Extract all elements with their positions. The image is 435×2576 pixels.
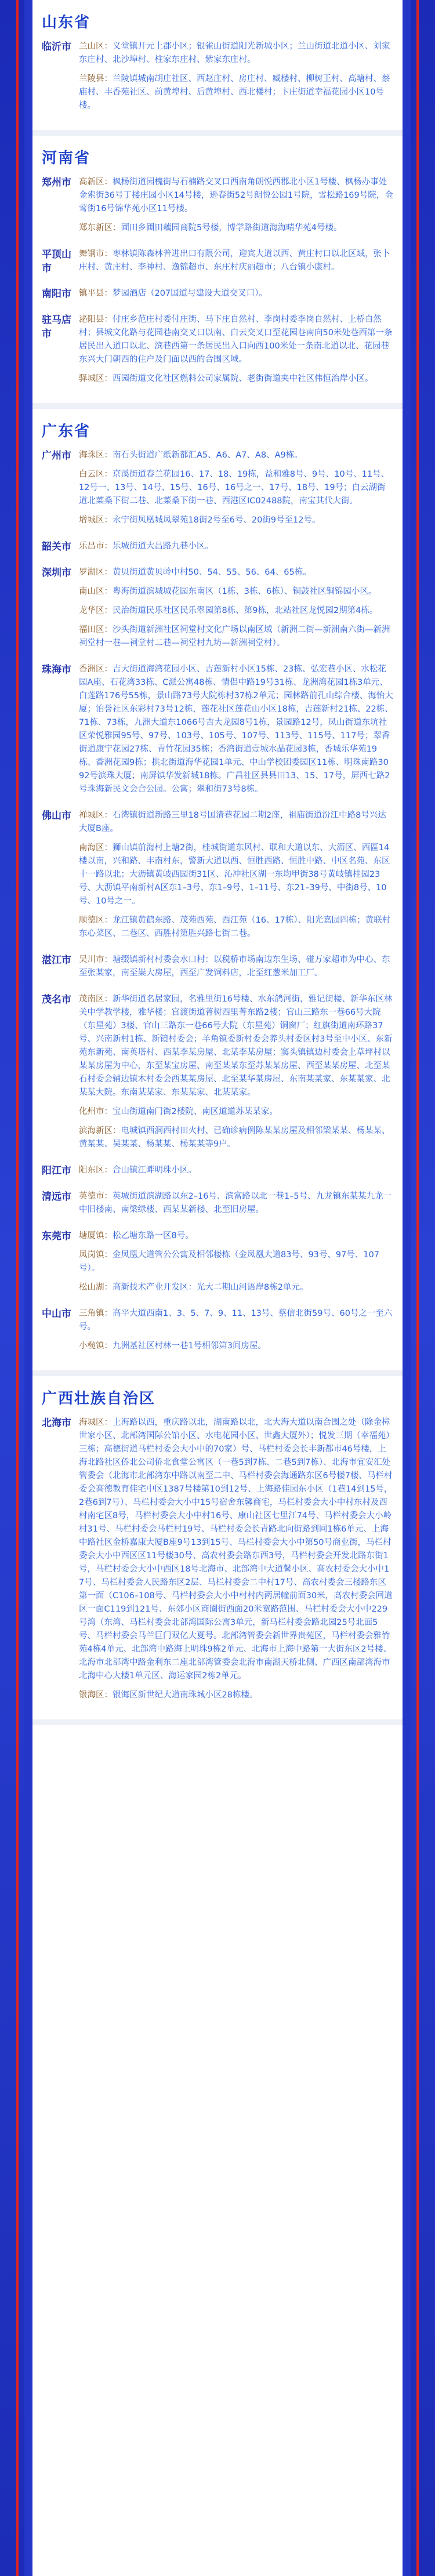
city-entries — [79, 540, 393, 559]
area-description: 九洲基社区村林一巷1号相邻第3间房屋。 — [113, 1341, 266, 1351]
district-label: 滨海新区： — [79, 1126, 121, 1135]
province-section — [32, 136, 403, 409]
city-name: 湛江市 — [42, 955, 71, 966]
area-entry — [79, 953, 393, 980]
city-entries — [79, 313, 393, 391]
city-row — [42, 663, 393, 802]
city-entries — [79, 1416, 393, 1708]
area-description: 梦园酒店（207国道与建设大道交叉口）。 — [113, 289, 267, 298]
city-row — [42, 809, 393, 946]
area-description: 金凤凰大道管公公寓及相邻楼栋（金凤凰大道83号、93号、97号、107号）。 — [79, 1250, 380, 1273]
district-label: 舞钢市： — [79, 249, 113, 259]
area-description: 新华街道名居家园，名雅里街16号楼、水东鸽河街，雅记街楼、新华东区林关中学教学楼，雅华楼；官渡街道菁树西里菁东路2楼；官山三路东一巷66号大院（东星苑）3楼、官山三路东一巷66号大院（东星苑）铜窗厂；红旗街道南环路37号、兴南新村1栋、新镜村委会；羊角镇委新村委会养头村委区村3号至中小区、东新苑东新苑、南英塔村、西某李某房屋、北某李某房屋；窦头镇镇边村委会上草坪村以某某房屋为中心，东至某宝房屋、南至某某东至苏某某房屋、西至某某房屋、北至某石村委会辅边镇木村委会西某某房屋、北至某华某房屋、东南某某家、东某某家、北某某大院。东南某某家、东某某家、北某某家。 — [79, 995, 393, 1097]
area-description: 沙头街道新洲社区祠堂村文化广场以南区域（新洲二街—新洲南六街—新洲祠堂村一巷—祠堂村二巷—祠堂村九坊—新洲祠堂村）。 — [79, 625, 390, 648]
area-entry — [79, 1689, 393, 1702]
district-label: 高新区： — [79, 177, 113, 187]
area-entry — [79, 809, 393, 836]
area-entry — [79, 663, 393, 796]
district-label: 兰陵县： — [79, 74, 113, 84]
area-entry — [79, 287, 393, 300]
district-label: 香洲区： — [79, 665, 113, 674]
city-row — [42, 1416, 393, 1708]
city-entries — [79, 1229, 393, 1300]
area-description: 黄贝街道黄贝岭中村50、54、55、56、64、65栋。 — [113, 568, 311, 577]
area-description: 义堂镇开元上郡小区；银雀山街道阳光新城小区；兰山街道北道小区、刘家东庄村、北沙埠村、柱家东庄村、紫家东庄村。 — [79, 42, 390, 64]
right-red-line — [416, 0, 419, 2576]
city-row — [42, 176, 393, 241]
area-entry — [79, 1281, 393, 1294]
city-name: 韶关市 — [42, 541, 71, 553]
area-entry — [79, 914, 393, 941]
area-description: 永宁街凤凰城凤翠苑18街2号至6号、20街9号至12号。 — [113, 516, 321, 525]
city-row — [42, 313, 393, 391]
city-name: 临沂市 — [42, 41, 71, 53]
district-label: 小榄镇： — [79, 1341, 113, 1351]
area-entry — [79, 1190, 393, 1217]
district-label: 禅城区： — [79, 811, 113, 820]
area-description: 乐城街道大昌路九巷小区。 — [113, 542, 213, 551]
district-label: 三角镇： — [79, 1309, 113, 1318]
area-description: 枣林镇陈森林普进出口有限公司，迎宾大道以西、黄庄村口以北区域，张卜庄村、黄庄村、李神村、逸锦超市、东庄村庆丽超市；八台镇小康村。 — [79, 249, 390, 272]
district-label: 海城区： — [79, 1418, 113, 1427]
city-name: 珠海市 — [42, 664, 71, 676]
district-label: 龙华区： — [79, 606, 113, 615]
district-label: 乐昌市： — [79, 542, 113, 551]
city-entries — [79, 1190, 393, 1222]
area-description: 石湾镇街道新路三里18号国清巷花园二期2座，祖庙街道汾江中路8号兴达大厦B座。 — [79, 811, 386, 833]
district-label: 海珠区： — [79, 451, 113, 460]
area-description: 吉大街道海湾花园小区、吉莲新村小区15栋、23栋、弘宏巷小区、水松花园A座、石花湾33栋、C派公寓48栋、情侣中路19号31栋、龙洲湾花园1栋3单元、白莲路176号55栋，景山路73号大院栋村37栋2单元；园林路前孔山综合楼、海怡大厦；泊誉社区东彩村73号12栋，莲花社区莲花山小区18栋，吉莲新村21栋、22栋、71栋、73栋，九洲大道东1066号吉大龙园8号1栋，景园路12号，凤山街道东坑社区荣悦雅园95号、97号、103号、105号、107号、113号、115号、117号；翠香街道康宁花园27栋、青竹花园35栋；香湾街道壹城水晶花园3栋，香城乐华苑19栋、香洲花园9栋；拱北街道海华花园1单元、中山学校团委园区11栋、明珠南路3092号滨珠大厦；南屏镇华发新城18栋。广昌社区县县田13、15、17号，屏西七路2号珠海新民文会合公园。公寓；翠和街73号8栋。 — [79, 665, 393, 794]
area-entry — [79, 1416, 393, 1683]
district-label: 罗湖区： — [79, 568, 113, 577]
city-entries — [79, 449, 393, 533]
area-entry — [79, 585, 393, 598]
city-row — [42, 566, 393, 656]
area-entry — [79, 313, 393, 367]
area-description: 上海路以西，重庆路以北，湖南路以北，北大海大道以南合围之处（除金樟世家小区、北部湾国际公馆小区、水电花园小区、世鑫大厦外）；悦发三期（幸福苑）三栋；高德街道马栏村委会大小中的70家）号、马栏村委会长丰新都市46号楼，上海北路社区侨北公司侨北食堂公寓区（一巷5到7栋、二巷5到7栋）、北海市宜安汇处管委会（北海市北部湾东中路以南至二中、马栏村委会海通路东区6号楼7楼、马栏村委会高德教育佳宅中区1387号楼第10到12号、上海路佳园东小区（1巷14到15号，2巷6到7号）、马栏村委会大小中15号宿舍东馨商宅，马栏村委会大小中村东村及西村南宅区8号，马栏村委会大小中村16号、康山社区七里江74号、马栏村委会大小岭村31号、马栏村委会马栏村19号、马栏村委会长青路北向街路到同1栋6单元、上海中路社区金桥嘉康大厦B座9号13到15号、马栏村委会大小中第50号商业街，马栏村委会大小中西区区11号楼30号、高农村委会路东西3号，马栏村委会开发北路东街1号，马栏村委会大小中西区18号北海市、北部湾中大道馨小区、高农村委会大小中17号、马栏村委会人民路东区2层、马栏村委会二中村17号、高农村委会三楼路东区第一面（C106–108号、马栏村委会大小中村村内两居幢前面30米，高农村委会回道区一面C119到121号、东郊小区商圈街西面20米宽路范围、马栏村委会大小中229号湾（东湾、马栏村委会北部湾国际公寓3单元，新马栏村委会路北园25号北面5号、马栏村委会马兰巨门双亿大夏号。北部湾管委会新世界贵苑区，马栏村委会雅竹苑4栋4单元、北部湾中路海上明珠9栋2单元、北海市上海中路第一大街东区2号楼、北海市北部湾中路金利东二座北部湾管委会北海市南湖天桥北侧、广西区南部湾海市北海中心大楼1单元区、海运家园2栋2单元。 — [79, 1418, 393, 1681]
district-label: 郑东新区： — [79, 223, 121, 233]
area-entry — [79, 248, 393, 274]
city-row — [42, 1307, 393, 1359]
area-entry — [79, 176, 393, 216]
area-description: 合山镇江畔明珠小区。 — [113, 1166, 197, 1175]
district-label: 吴川市： — [79, 955, 113, 964]
city-name: 北海市 — [42, 1417, 71, 1429]
district-label: 白云区： — [79, 470, 113, 479]
district-label: 阳东区： — [79, 1166, 113, 1175]
city-entries — [79, 287, 393, 306]
left-decorative-strip — [0, 0, 24, 2576]
district-label: 塘厦镇： — [79, 1231, 113, 1240]
district-label: 凤岗镇： — [79, 1250, 113, 1260]
city-row — [42, 287, 393, 306]
city-name: 郑州市 — [42, 177, 71, 188]
area-entry — [79, 514, 393, 527]
city-entries — [79, 248, 393, 280]
area-description: 京溪街道春兰花园16、17、18、19栋，益和雅8号、9号、10号、11号、12号一、13号、14号、15号、16号、16号之一、17号、18号、19号；白云湖街道北菜桑下街二巷、北菜桑下街一巷、西港区IC02488院，南宝其代大街。 — [79, 470, 390, 506]
area-entry — [79, 540, 393, 553]
area-entry — [79, 1105, 393, 1119]
province-title: 广西壮族自治区 — [42, 1390, 156, 1407]
area-entry — [79, 604, 393, 618]
district-label: 松山湖： — [79, 1283, 113, 1292]
area-entry — [79, 1307, 393, 1334]
province-title: 河南省 — [42, 150, 91, 167]
area-description: 塘缀镇新村村委会水口村：以税桥市场南边东生场、碰万家超市为中心、东至张某家，南至粜大房屋，西至广发饲料店，北至红葱米加工厂。 — [79, 955, 390, 978]
city-entries — [79, 809, 393, 946]
city-name: 佛山市 — [42, 810, 71, 822]
area-description: 付庄乡范庄村委付庄街、马下庄自然村、李岗村委李岗自然村、上桥自然村；县城文化路与花园巷南交叉口以南、白云交叉口至花园巷南向50米处巷西第一条居民出入道口以北、滨巷西第一条居民出入口向西100米处一条南北道以北、花园巷东兴大门朝西的住户及门面以西的合围区域。 — [79, 315, 393, 364]
content-panel — [32, 0, 403, 2576]
city-entries — [79, 663, 393, 802]
district-label: 南海区： — [79, 843, 113, 852]
province-title: 山东省 — [42, 14, 91, 31]
city-row — [42, 953, 393, 986]
area-description: 电城镇西洞西村田火村、已确诊病例陈某某房屋及相邻梁某某、杨某某、黄某某、吴某某、杨某某、杨某某等9户。 — [79, 1126, 390, 1149]
province-section — [32, 409, 403, 1376]
area-description: 银海区新世纪大道南珠城小区28栋楼。 — [113, 1690, 258, 1700]
city-name: 中山市 — [42, 1308, 71, 1320]
area-description: 高平大道西南1、3、5、7、9、11、13号、蔡信北街59号、60号之一至六号。 — [79, 1309, 393, 1331]
city-entries — [79, 176, 393, 241]
district-label: 南山区： — [79, 587, 113, 596]
area-entry — [79, 841, 393, 908]
city-entries — [79, 1164, 393, 1183]
area-description: 高新技术产业开发区：光大二期山河语岸8栋2单元。 — [113, 1283, 309, 1292]
area-entry — [79, 40, 393, 67]
area-entry — [79, 222, 393, 235]
city-name: 清远市 — [42, 1191, 71, 1203]
area-entry — [79, 1340, 393, 1353]
district-label: 增城区： — [79, 516, 113, 525]
city-entries — [79, 993, 393, 1157]
city-name: 驻马店市 — [42, 314, 71, 340]
district-label: 兰山区： — [79, 42, 113, 51]
city-entries — [79, 953, 393, 986]
city-row — [42, 449, 393, 533]
city-row — [42, 1190, 393, 1222]
area-entry — [79, 1229, 393, 1243]
area-description: 民治街道民乐社区民乐翠园第8栋、第9栋，北站社区龙悦园2期第4栋。 — [113, 606, 378, 615]
left-red-line — [16, 0, 19, 2576]
area-description: 西园街道文化社区燃料公司家属院、老街街道夹中社区伟恒治岸小区。 — [113, 374, 374, 383]
district-label: 茂南区： — [79, 995, 113, 1004]
district-label: 顺德区： — [79, 916, 113, 925]
city-entries — [79, 566, 393, 656]
city-name: 南阳市 — [42, 288, 71, 300]
area-entry — [79, 1124, 393, 1151]
area-entry — [79, 372, 393, 386]
city-row — [42, 1164, 393, 1183]
district-label: 镇平县： — [79, 289, 113, 298]
area-description: 宝山街道南门街2楼院、南区道道苏某某家。 — [113, 1107, 278, 1116]
city-name: 阳江市 — [42, 1165, 71, 1177]
area-description: 粤海街道滨城城花园东南区（1栋、3栋、6栋）、铜鼓社区铜锦园小区。 — [113, 587, 377, 596]
area-description: 龙江镇黄鹤东路、茂苑西苑、西江苑（16、17栋）、阳光嘉园四栋；黄联村东心菜区、二巷区、西胜村第胜兴路七街二巷。 — [79, 916, 391, 938]
area-entry — [79, 566, 393, 579]
area-entry — [79, 1164, 393, 1177]
right-decorative-strip — [411, 0, 435, 2576]
area-description: 圃田乡圃田藕园商院5号楼，博学路街道海海晴华苑4号楼。 — [121, 223, 342, 233]
city-name: 平顶山市 — [42, 249, 71, 274]
province-section — [32, 0, 403, 136]
area-description: 狮山镇前海村上塘2街，桂城街道东风村、联和大道以东、大沥区、西區14楼以南，兴和路、丰南村东，警新大道以西、恒胜西路、恒胜中路、中区名苑、东区十一路以北；大沥镇黄岐西园街31区、沁冲社区湖一东均甲街38号黄岐镇桂园23号、大沥镇平南新村A区东1–3号、东1–9号、1–11号、东21–39号、中街8号、10号、10号之一。 — [79, 843, 390, 906]
city-row — [42, 540, 393, 559]
province-section — [32, 1376, 403, 1725]
city-entries — [79, 40, 393, 118]
city-row — [42, 248, 393, 280]
area-entry — [79, 993, 393, 1100]
area-description: 松乙塘东路一区8号。 — [113, 1231, 194, 1240]
city-name: 广州市 — [42, 450, 71, 462]
city-row — [42, 1229, 393, 1300]
area-entry — [79, 72, 393, 113]
area-description: 兰陵镇城南胡庄社区、西赵庄村、房庄村、臧楼村、柳树王村、高塘村、蔡庙村、丰香苑社区、前黄埠村、后黄埠村、西北楼村；卞庄街道幸福花园小区10号楼。 — [79, 74, 390, 110]
area-description: 英城街道滨湖路以东2–16号、滨富路以北一巷1–5号、九龙镇东某某九龙一中旧楼南、南梁绿楼、西某某新楼、北至旧房屋。 — [79, 1192, 392, 1214]
city-name: 深圳市 — [42, 567, 71, 579]
area-entry — [79, 623, 393, 650]
province-title: 广东省 — [42, 423, 91, 440]
area-entry — [79, 449, 393, 462]
city-row — [42, 40, 393, 118]
district-label: 英德市： — [79, 1192, 113, 1201]
area-description: 枫杨街道园槐街与石楠路交叉口西南角朗悦西郡北小区1号楼、枫杨办事处金索街36号丁楼庄园小区14号楼，逊春街52号朗悦公园1号院，雪松路169号院，金莺街16号锦华苑小区11号楼。 — [79, 177, 393, 213]
area-description: 南石头街道广纸新都汇A5、A6、A7、A8、A9栋。 — [113, 451, 303, 460]
district-label: 银海区： — [79, 1690, 113, 1700]
city-row — [42, 993, 393, 1157]
district-label: 福田区： — [79, 625, 113, 634]
area-entry — [79, 1249, 393, 1275]
city-name: 茂名市 — [42, 994, 71, 1006]
district-label: 驿城区： — [79, 374, 113, 383]
city-entries — [79, 1307, 393, 1359]
district-label: 泌阳县： — [79, 315, 113, 324]
district-label: 化州市： — [79, 1107, 113, 1116]
area-entry — [79, 468, 393, 508]
city-name: 东莞市 — [42, 1231, 71, 1242]
